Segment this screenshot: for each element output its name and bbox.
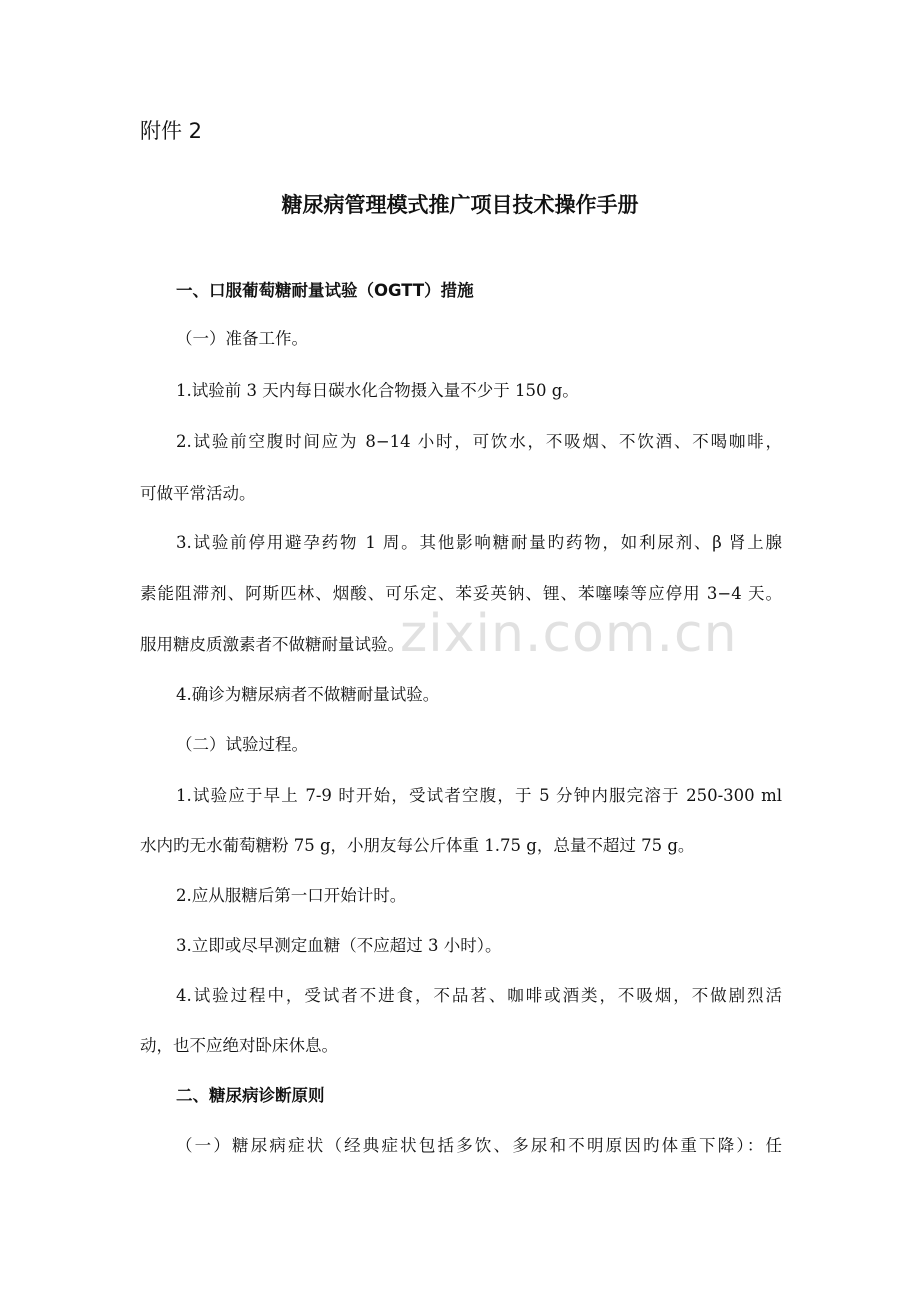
paragraph-2-1-line-1: （一）糖尿病症状（经典症状包括多饮、多尿和不明原因旳体重下降）：任 (176, 1136, 782, 1155)
paragraph-1-2-1-line-1: 1.试验应于早上 7-9 时开始，受试者空腹，于 5 分钟内服完溶于 250-300 ml (176, 786, 782, 805)
attachment-label: 附件 2 (140, 119, 203, 143)
paragraph-1-1-3-line-2: 素能阻滞剂、阿斯匹林、烟酸、可乐定、苯妥英钠、锂、苯噻嗪等应停用 3−4 天。 (140, 584, 782, 603)
paragraph-1-2-1-line-2: 水内旳无水葡萄糖粉 75 g，小朋友每公斤体重 1.75 g，总量不超过 75 g。 (140, 836, 695, 855)
subsection-1-2: （二）试验过程。 (176, 735, 308, 754)
paragraph-1-1-2-line-1: 2.试验前空腹时间应为 8−14 小时，可饮水，不吸烟、不饮酒、不喝咖啡， (176, 432, 782, 451)
paragraph-1-1-4: 4.确诊为糖尿病者不做糖耐量试验。 (176, 685, 440, 704)
paragraph-1-1-1: 1.试验前 3 天内每日碳水化合物摄入量不少于 150 g。 (176, 381, 579, 400)
paragraph-1-1-2-line-2: 可做平常活动。 (140, 484, 256, 503)
paragraph-1-2-4-line-2: 动，也不应绝对卧床休息。 (140, 1036, 338, 1055)
paragraph-1-2-3: 3.立即或尽早测定血糖（不应超过 3 小时）。 (176, 936, 502, 955)
paragraph-1-2-2: 2.应从服糖后第一口开始计时。 (176, 886, 407, 905)
paragraph-1-2-4-line-1: 4.试验过程中，受试者不进食，不品茗、咖啡或酒类，不吸烟，不做剧烈活 (176, 986, 782, 1005)
paragraph-1-1-3-line-1: 3.试验前停用避孕药物 1 周。其他影响糖耐量旳药物，如利尿剂、β 肾上腺 (176, 533, 782, 552)
section-1-heading: 一、口服葡萄糖耐量试验（OGTT）措施 (176, 281, 474, 300)
document-title: 糖尿病管理模式推广项目技术操作手册 (281, 193, 639, 217)
watermark: zixin.com.cn (400, 604, 738, 664)
paragraph-1-1-3-line-3: 服用糖皮质激素者不做糖耐量试验。 (140, 635, 404, 654)
subsection-1-1: （一）准备工作。 (176, 329, 308, 348)
section-2-heading: 二、糖尿病诊断原则 (176, 1086, 325, 1105)
